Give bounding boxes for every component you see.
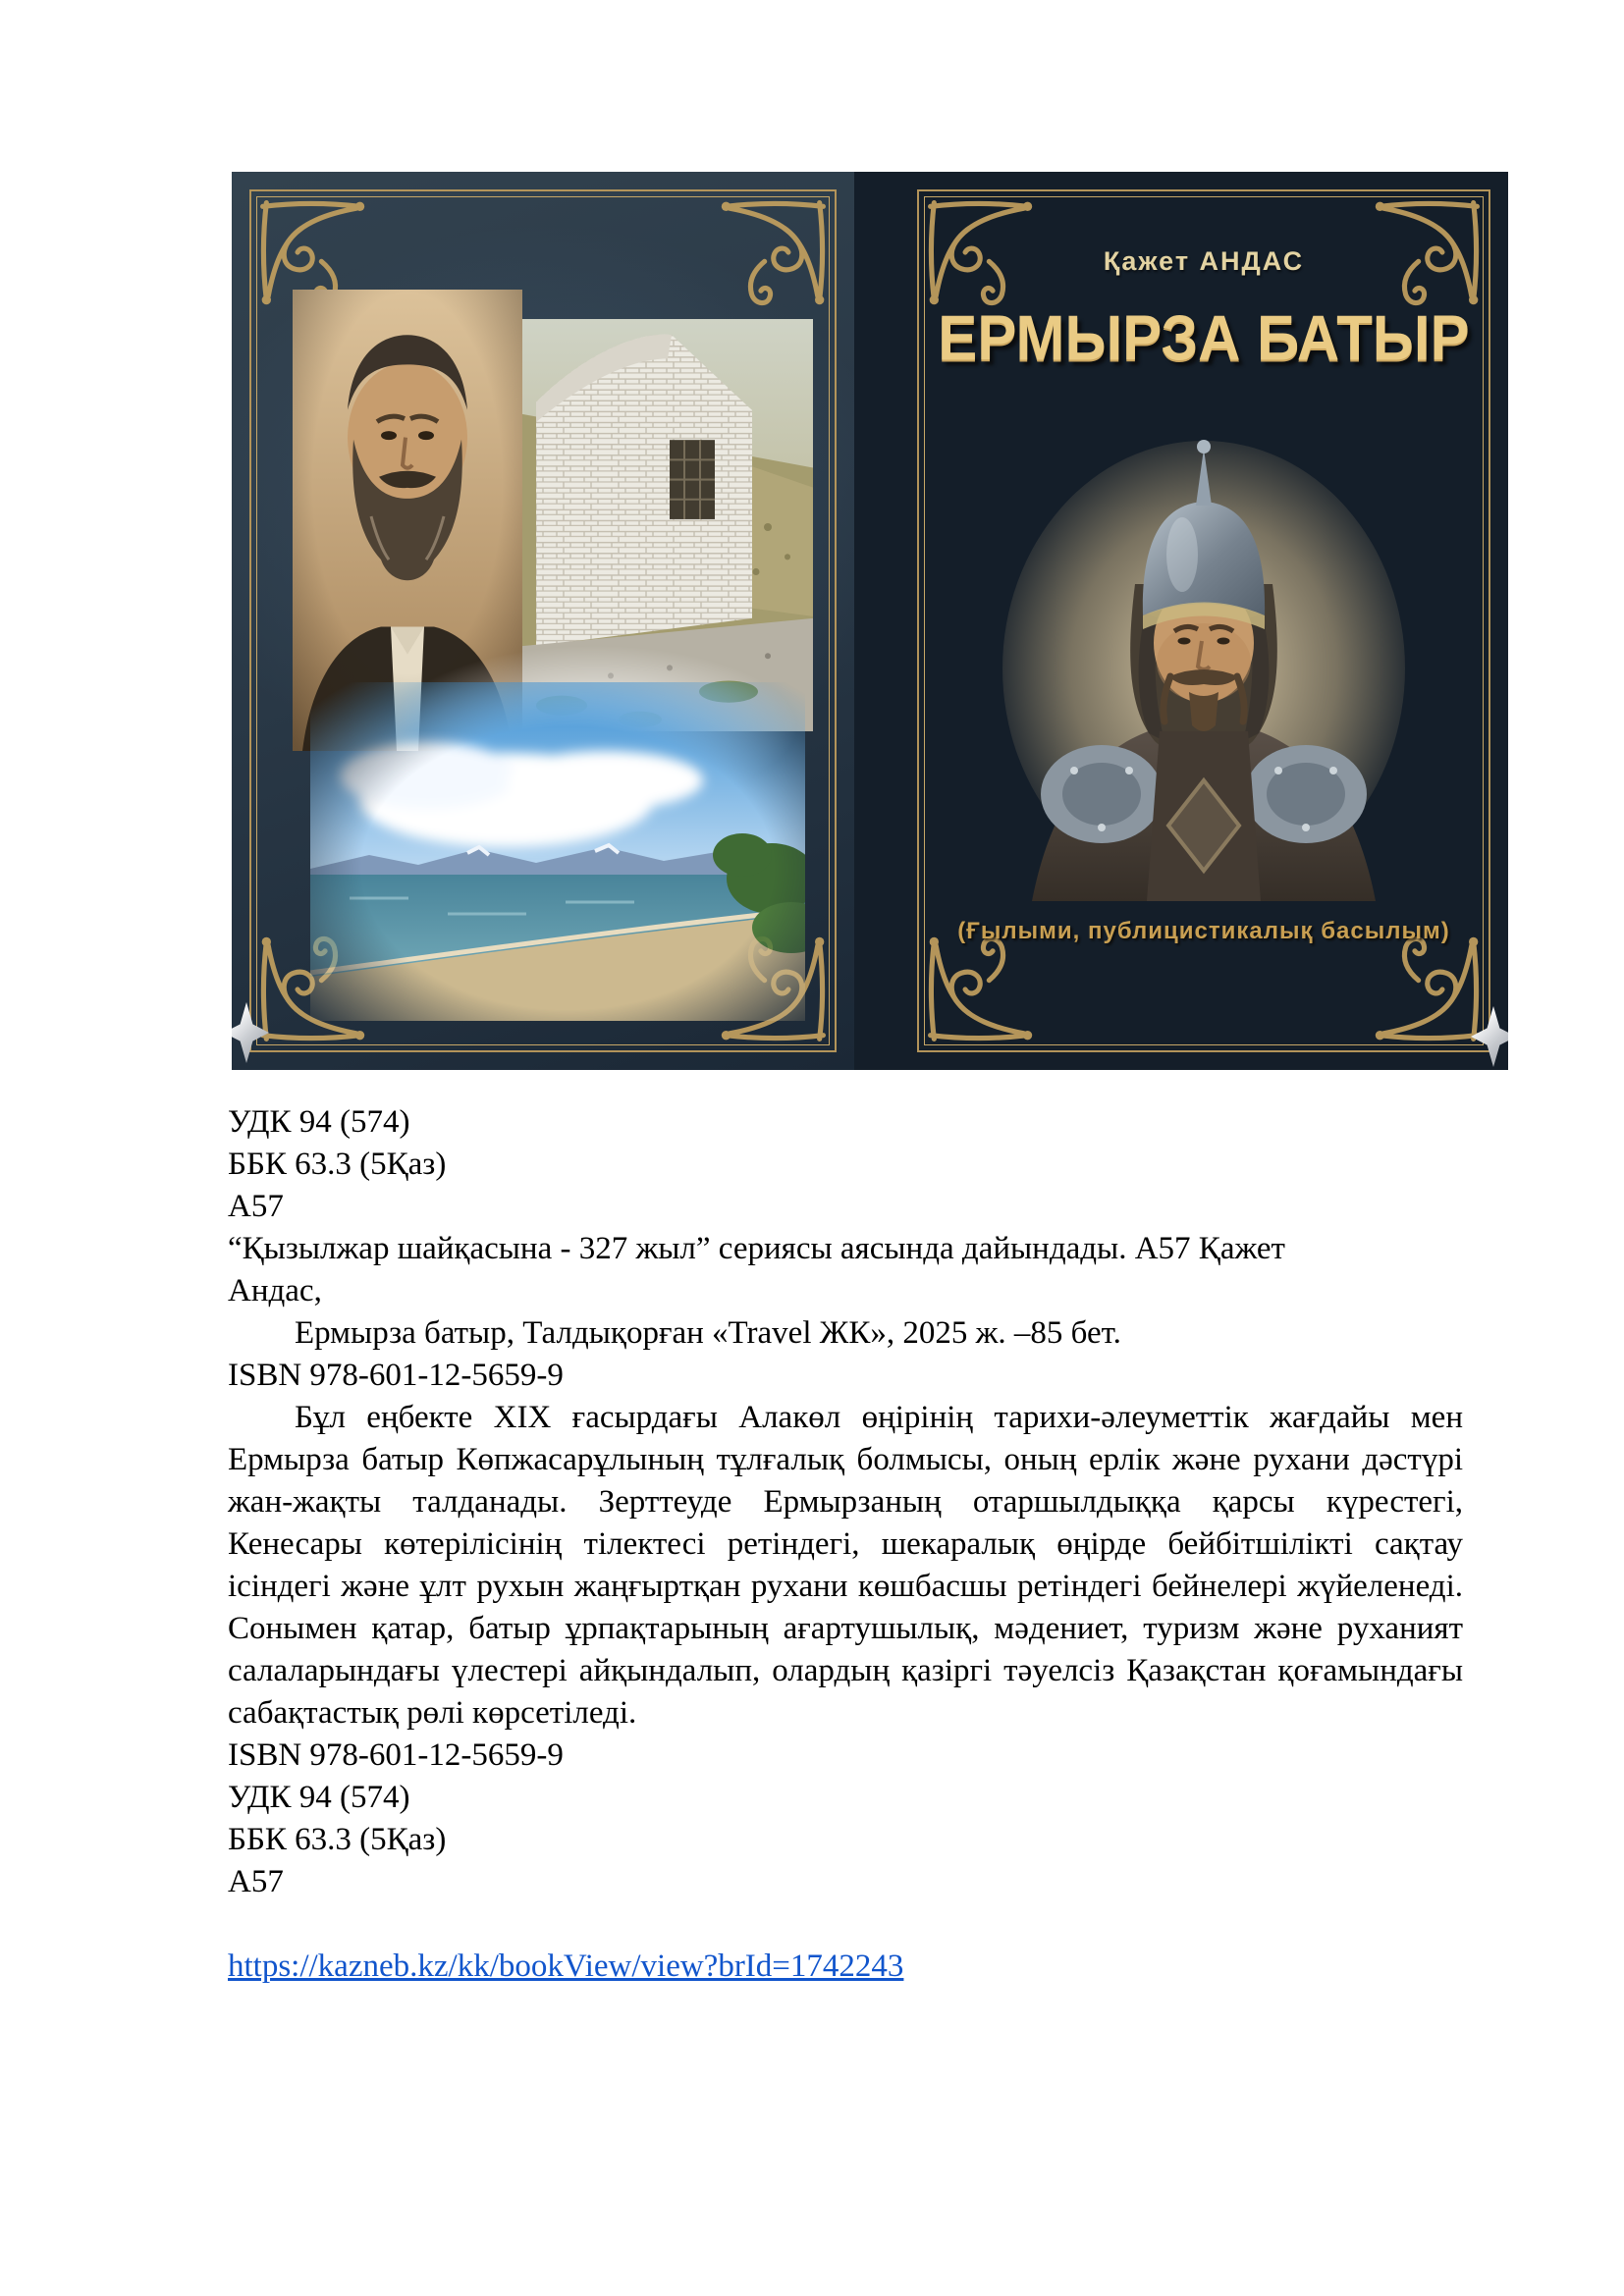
udc-line: УДК 94 (574)	[228, 1780, 410, 1815]
bbk-line: ББК 63.3 (5Қаз)	[228, 1147, 447, 1182]
cover-author-name: Қажет АНДАС	[1103, 246, 1305, 276]
back-cover-panel	[232, 172, 854, 1070]
series-note-line2: Андас,	[228, 1273, 322, 1308]
author-code-line: А57	[228, 1864, 284, 1899]
annotation-paragraph: Бұл еңбекте XIX ғасырдағы Алакөл өңірінің тарихи-әлеуметтік жағдайы мен Ермырза батыр Көпжасарұлының тұлғалық болмысы, оның ерлік және рухани дәстүрі жан-жақты талданады. Зерттеуде Ермырзаның отаршылдыққа қарсы күрестегі, Кенесары көтерілісінің тілектесі ретіндегі, шекаралық өңірде бейбітшілікті сақтау ісіндегі және ұлт рухын жаңғыртқан рухани көшбасшы ретіндегі бейнелері жүйеленеді. Сонымен қатар, батыр ұрпақтарының ағартушылық, мәдениет, туризм және руханият салаларындағы үлестері айқындалып, олардың қазіргі тәуелсіз Қазақстан қоғамындағы сабақтастық рөлі көрсетіледі.	[228, 1400, 1463, 1731]
lake-photo	[310, 682, 805, 1021]
cover-subtitle: (Ғылыми, публицистикалық басылым)	[957, 918, 1450, 944]
bbk-line: ББК 63.3 (5Қаз)	[228, 1822, 447, 1857]
book-cover-image	[232, 172, 1508, 1070]
kazneb-link[interactable]: https://kazneb.kz/kk/bookView/view?brId=1742243	[228, 1949, 904, 1984]
warrior-portrait	[998, 405, 1410, 901]
front-cover-panel	[899, 172, 1508, 1070]
isbn-line: ISBN 978-601-12-5659-9	[228, 1358, 564, 1393]
udc-line: УДК 94 (574)	[228, 1104, 410, 1140]
author-code-line: А57	[228, 1189, 284, 1224]
imprint-line: Ермырза батыр, Талдықорған «Travel ЖК», 2025 ж. –85 бет.	[295, 1315, 1121, 1351]
cover-book-title: ЕРМЫРЗА БАТЫР	[938, 302, 1470, 374]
series-note-line1: “Қызылжар шайқасына - 327 жыл” сериясы аясында дайындады. А57 Қажет	[228, 1231, 1285, 1266]
corner-ornament-icon	[719, 197, 829, 307]
corner-ornament-icon	[925, 934, 1035, 1044]
isbn-line: ISBN 978-601-12-5659-9	[228, 1737, 564, 1773]
bibliographic-block	[228, 1101, 1463, 1988]
link-row	[228, 1946, 1463, 1988]
corner-ornament-icon	[1373, 934, 1483, 1044]
